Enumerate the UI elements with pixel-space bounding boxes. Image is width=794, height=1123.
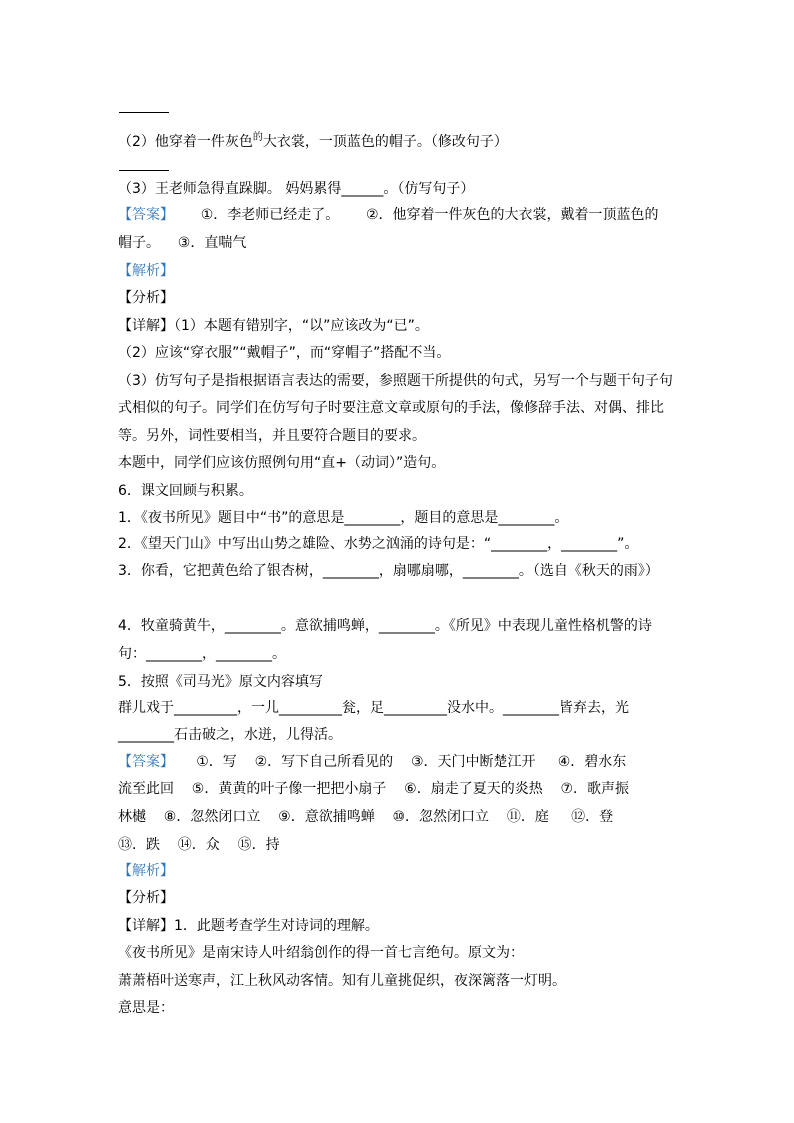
question-6-item: 群儿戏于_________，一儿_________瓮，足_________没水中。________皆弃去，光: [118, 700, 629, 716]
answer-2-line: 林樾 ⑧．忽然闭口立 ⑨．意欲捕鸣蝉 ⑩．忽然闭口立 ⑪．庭 ⑫．登: [118, 809, 614, 825]
analysis-tag: 【解析】: [118, 263, 174, 279]
q2-sup: 的: [252, 132, 263, 143]
question-6-title: 6．课文回顾与积累。: [118, 483, 253, 499]
answer-2: [118, 752, 698, 772]
detail-line: （3）仿写句子是指根据语言表达的需要，参照题干所提供的句式，另写一个与题干句子句: [118, 373, 673, 389]
detail-line: 【详解】（1）本题有错别字，“以”应该改为“已”。: [118, 318, 429, 334]
q2-text-b: 大衣裳，一顶蓝色的帽子。（修改句子）: [262, 134, 508, 150]
detail-line: 意思是：: [118, 1000, 174, 1016]
answer-blank-line-2: [119, 170, 169, 171]
answer-2-line: ⑬．跌 ⑭．众 ⑮．持: [118, 837, 280, 853]
fenxi-tag: 【分析】: [118, 290, 174, 306]
answer-1: [118, 205, 698, 225]
detail-line: 《夜书所见》是南宋诗人叶绍翁创作的得一首七言绝句。原文为：: [118, 945, 524, 961]
fenxi-tag: 【分析】: [118, 890, 174, 906]
detail-line: 【详解】1．此题考查学生对诗词的理解。: [118, 918, 379, 934]
q2-text: （2）他穿着一件灰色: [118, 134, 253, 150]
question-6-item: 句：________，________。: [118, 646, 286, 662]
detail-line: 等。另外，词性要相当，并且要符合题目的要求。: [118, 428, 426, 444]
question-6-item: 2．《望天门山》中写出山势之雄险、水势之汹涌的诗句是：“________，________”。: [118, 536, 639, 552]
answer-blank-line-1: [119, 112, 169, 113]
detail-line: （2）应该“穿衣服”“戴帽子”，而“穿帽子”搭配不当。: [118, 345, 451, 361]
question-2: [118, 128, 698, 152]
question-6-item: 5．按照《司马光》原文内容填写: [118, 674, 323, 690]
answer-tag: 【答案】: [118, 754, 174, 770]
answer-text: ①．李老师已经走了。 ②．他穿着一件灰色的大衣裳，戴着一顶蓝色的: [174, 207, 659, 223]
detail-line: 式相似的句子。同学们在仿写句子时要注意文章或原句的手法，像修辞手法、对偶、排比: [118, 400, 664, 416]
answer-text: ①．写 ②．写下自己所看见的 ③．天门中断楚江开 ④．碧水东: [174, 754, 627, 770]
question-6-item: 3．你看，它把黄色给了银杏树，________，扇哪扇哪，________。（选自《秋天的雨》）: [118, 563, 659, 579]
answer-2-line: 流至此回 ⑤．黄黄的叶子像一把把小扇子 ⑥．扇走了夏天的炎热 ⑦．歌声振: [118, 781, 630, 797]
detail-line: 本题中，同学们应该仿照例句用“直+（动词）”造句。: [118, 455, 446, 471]
question-6-item: 1．《夜书所见》题目中“书”的意思是________，题目的意思是________。: [118, 510, 569, 526]
analysis-tag: 【解析】: [118, 863, 174, 879]
question-6-item: ________石击破之，水迸，儿得活。: [118, 727, 342, 743]
question-6-item: 4．牧童骑黄牛，________。意欲捕鸣蝉，________。《所见》中表现儿童性格机警的诗: [118, 618, 652, 634]
answer-tag: 【答案】: [118, 207, 174, 223]
detail-line: 萧萧梧叶送寒声，江上秋风动客情。知有儿童挑促织，夜深篱落一灯明。: [118, 973, 566, 989]
answer-1-line-2: 帽子。 ③．直喘气: [118, 235, 247, 251]
question-3: （3）王老师急得直跺脚。 妈妈累得______。（仿写句子）: [118, 181, 475, 197]
